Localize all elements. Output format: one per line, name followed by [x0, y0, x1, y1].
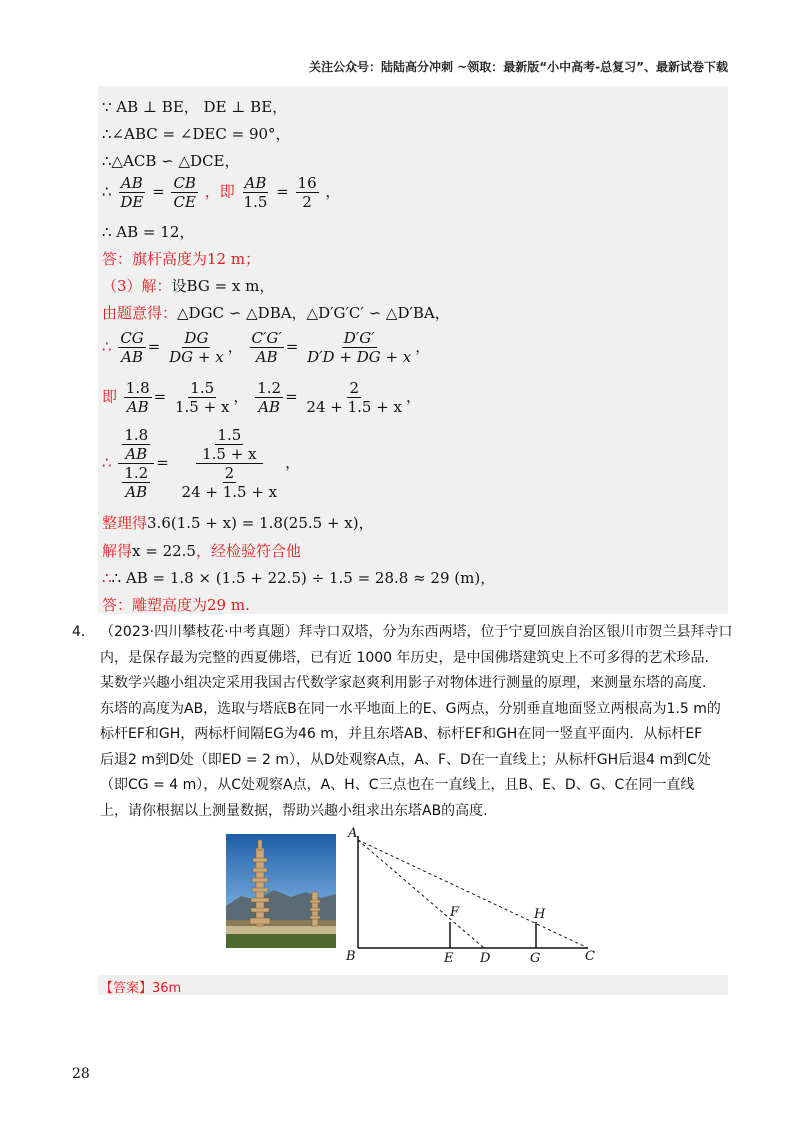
let-bg: 设BG = x m，: [171, 277, 275, 295]
label-b: B: [346, 949, 356, 964]
solve-label: 解得: [102, 542, 133, 560]
page-header: 关注公众号：陆陆高分冲刺 ~领取：最新版“小中高考-总复习”、最新试卷下载: [309, 60, 728, 74]
fraction-1-8-ab: $\frac{1.8}{AB}$: [125, 379, 150, 416]
answer-text: 【答案】36m: [100, 981, 182, 996]
label-g: G: [530, 951, 541, 966]
fraction-cg-prime-ab: $\frac{C'G'}{AB}$: [251, 329, 282, 366]
label-d: D: [480, 951, 491, 966]
therefore-symbol: ∴: [102, 453, 112, 472]
question-line: 内，是保存最为完整的西夏佛塔，已有近 1000 年历史，是中国佛塔建筑史上不可多得的艺术珍品.: [100, 649, 709, 666]
equals-sign: =: [276, 182, 289, 201]
fraction-ab-de: $\frac{AB}{DE}$: [120, 174, 144, 211]
ji-text: ，即: [204, 182, 235, 201]
fraction-1-5-x: $\frac{1.5}{1.5 + x}$: [202, 426, 257, 463]
question-line: 东塔的高度为AB，选取与塔底B在同一水平地面上的E、G两点，分别垂直地面竖立两根高为1.5 m的: [100, 700, 721, 717]
equals-sign: =: [152, 182, 165, 201]
comma: ，: [325, 182, 341, 201]
fraction-ab-1-5: $\frac{AB}{1.5}$: [243, 174, 268, 211]
solution-line-11: ∴ $\frac{\frac{1.8}{AB}}{\frac{1.2}{AB}}$ = $\frac{\frac{1.5}{1.5 + x}}{\frac{2}{24 + 1.5 + x}}$ ，: [102, 426, 301, 501]
part-3-label: （3）解：: [102, 277, 172, 295]
question-line: （2023·四川攀枝花·中考真题）拜寺口双塔，分为东西两塔，位于宁夏回族自治区银川市贺兰县拜寺口: [100, 624, 733, 640]
fraction-2-x: $\frac{2}{24 + 1.5 + x}$: [181, 464, 278, 501]
fraction-dg-prime: $\frac{D'G'}{D'D + DG + x}$: [307, 329, 412, 366]
label-e: E: [444, 951, 454, 966]
solution-line-13: [102, 540, 301, 561]
question-line: （即CG = 4 m），从C处观察A点，A、H、C三点也在一直线上，且B、E、D、G、C在同一直线: [100, 777, 695, 793]
ab-computation: ∴ AB = 1.8 × (1.5 + 22.5) ÷ 1.5 = 28.8 ≈ 29 (m)，: [111, 569, 496, 587]
question-line: 某数学兴趣小组决定采用我国古代数学家赵爽利用影子对物体进行测量的原理，来测量东塔的高度.: [100, 675, 707, 691]
label-c: C: [585, 949, 595, 964]
solution-line-8: [102, 302, 450, 323]
fraction-16-2: $\frac{16}{2}$: [297, 174, 317, 211]
label-h: H: [534, 907, 546, 922]
geometry-diagram: [344, 826, 604, 966]
pagoda-image: [226, 834, 336, 948]
given-label: 由题意得：: [102, 304, 178, 322]
fraction-cb-ce: $\frac{CB}{CE}$: [173, 174, 196, 211]
solution-line-7: [102, 275, 274, 296]
page-number: 28: [72, 1066, 90, 1082]
fraction-1-2-ab: $\frac{1.2}{AB}$: [257, 379, 282, 416]
solution-line-5: ∴ AB = 12，: [102, 223, 195, 241]
therefore-symbol: ∴: [102, 569, 112, 587]
solution-line-15: 答：雕塑高度为29 m.: [102, 596, 250, 614]
solution-line-1: ∵ AB ⊥ BE， DE ⊥ BE，: [102, 98, 288, 116]
fraction-1-8-ab: $\frac{1.8}{AB}$: [124, 426, 149, 463]
sight-line-d: [358, 840, 484, 948]
sight-line-c: [358, 840, 588, 948]
fraction-1-2-ab: $\frac{1.2}{AB}$: [124, 464, 149, 501]
question-number: 4．: [72, 624, 95, 640]
question-line: 标杆EF和GH，两标杆间隔EG为46 m，并且东塔AB、标杆EF和GH在同一竖直平面内．从标杆EF: [100, 726, 703, 742]
fraction-2-x: $\frac{2}{24 + 1.5 + x}$: [306, 379, 403, 416]
fraction-1-5-x: $\frac{1.5}{1.5 + x}$: [175, 379, 230, 416]
compound-fraction-left: [118, 426, 154, 501]
solution-line-2: ∴∠ABC = ∠DEC = 90°，: [102, 125, 291, 143]
solution-line-3: ∴△ACB ∽ △DCE，: [102, 152, 240, 170]
question-line: 后退2 m到D处（即ED = 2 m），从D处观察A点，A、F、D在一直线上；从标杆GH后退4 m到C处: [100, 751, 711, 768]
simplified-equation: 3.6(1.5 + x) = 1.8(25.5 + x)，: [147, 514, 374, 532]
solution-line-9: ∴ $\frac{CG}{AB}$ = $\frac{DG}{DG + x}$ ， $\frac{C'G'}{AB}$ = $\frac{D'G'}{D'D + DG + x}$ ，: [102, 329, 431, 366]
pagoda-photo: [226, 834, 336, 948]
solution-line-4: [102, 174, 340, 211]
therefore-symbol: ∴: [102, 337, 112, 356]
label-f: F: [450, 905, 460, 920]
solution-line-6: 答：旗杆高度为12 m；: [102, 250, 261, 268]
fraction-dg-dgx: $\frac{DG}{DG + x}$: [169, 329, 224, 366]
therefore-symbol: ∴: [102, 182, 112, 201]
compound-fraction-right: [176, 426, 284, 501]
solution-line-12: [102, 512, 374, 533]
label-a: A: [348, 826, 358, 841]
question-line: 上，请你根据以上测量数据，帮助兴趣小组求出东塔AB的高度.: [100, 802, 488, 819]
simplify-label: 整理得: [102, 514, 148, 532]
ji-text: 即: [102, 387, 118, 406]
solution-line-10: 即 $\frac{1.8}{AB}$ = $\frac{1.5}{1.5 + x}$ ， $\frac{1.2}{AB}$ = $\frac{2}{24 + 1.5 + x}$ ，: [102, 379, 422, 416]
similar-triangles: △DGC ∽ △DBA，△D′G′C′ ∽ △D′BA，: [177, 304, 450, 322]
solution-x: x = 22.5: [132, 542, 196, 560]
solution-line-14: [102, 567, 495, 588]
fraction-cg-ab: $\frac{CG}{AB}$: [120, 329, 144, 366]
answer-box: [98, 975, 728, 995]
check-note: ，经检验符合他: [195, 542, 301, 560]
